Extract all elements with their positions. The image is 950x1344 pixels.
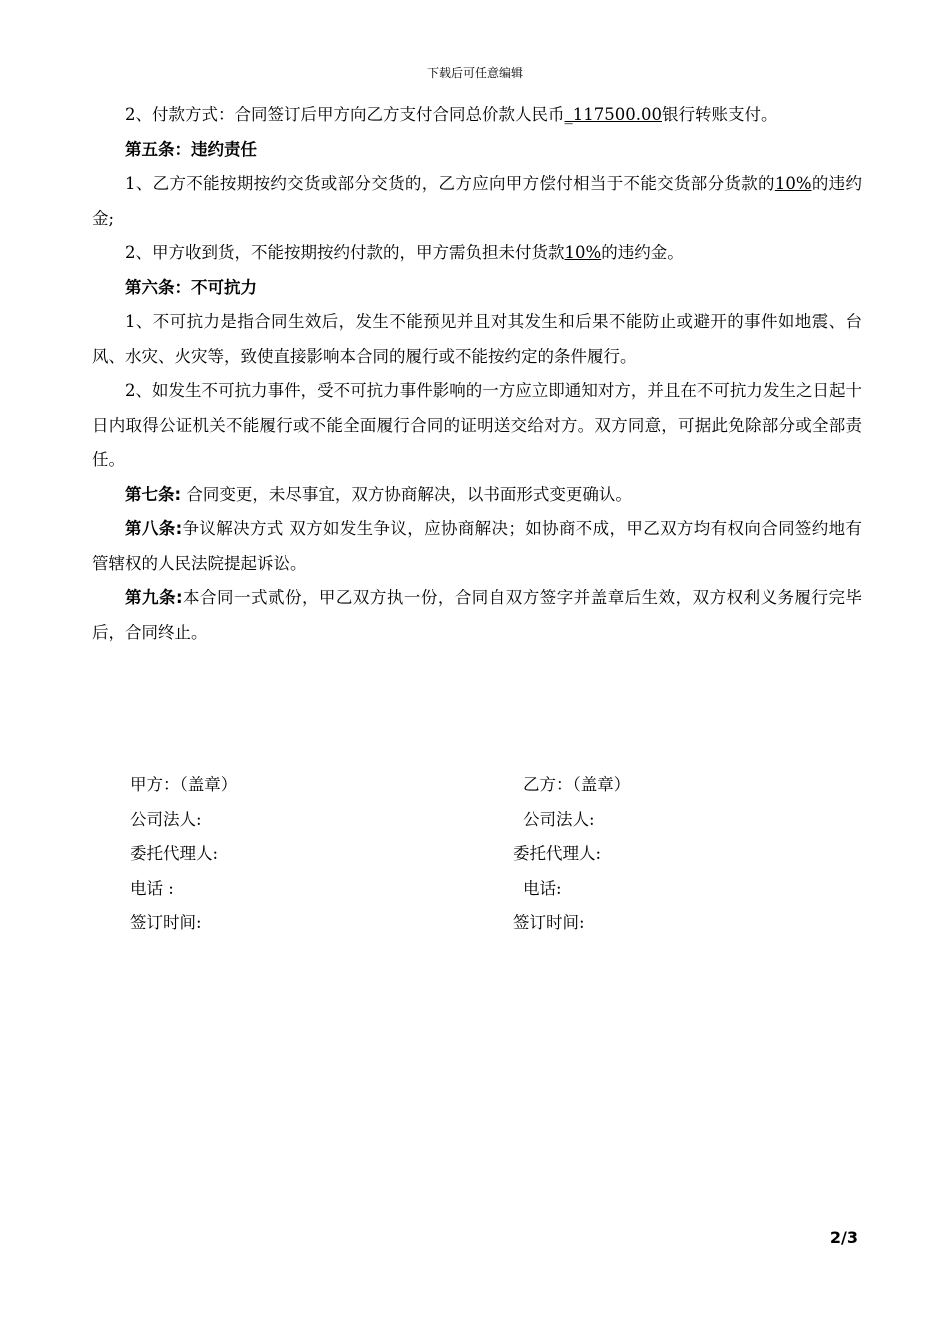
clause5-item2-after: 的违约金。 xyxy=(601,243,684,262)
clause8-paragraph xyxy=(92,512,862,581)
clause9-text: 本合同一式贰份，甲乙双方执一份，合同自双方签字并盖章后生效，双方权利义务履行完毕后，合同终止。 xyxy=(92,588,862,642)
clause9-label: 第九条: xyxy=(125,588,183,607)
payment-text: 2、付款方式：合同签订后甲方向乙方支付合同总价款人民币 xyxy=(125,105,565,124)
clause5-item2-pct: 10% xyxy=(564,243,602,262)
party-a-phone: 电话 : xyxy=(130,878,174,898)
party-a-name: 甲方：（盖章） xyxy=(130,775,238,794)
party-a-signature-block xyxy=(130,768,237,941)
clause5-heading: 第五条：违约责任 xyxy=(125,139,257,159)
party-a-legal: 公司法人: xyxy=(130,809,202,829)
clause8-label: 第八条: xyxy=(125,519,183,538)
clause5-item2 xyxy=(92,236,862,271)
clause8-text: 争议解决方式 双方如发生争议，应协商解决；如协商不成，甲乙双方均有权向合同签约地有管辖权的人民法院提起诉讼。 xyxy=(92,519,862,573)
party-a-date: 签订时间: xyxy=(130,913,202,932)
clause6-item2: 2、如发生不可抗力事件，受不可抗力事件影响的一方应立即通知对方，并且在不可抗力发生之日起十日内取得公证机关不能履行或不能全面履行合同的证明送交给对方。双方同意，可据此免除部分或全部责任。 xyxy=(92,381,862,469)
clause6-item1: 1、不可抗力是指合同生效后，发生不能预见并且对其发生和后果不能防止或避开的事件如地震、台风、水灾、火灾等，致使直接影响本合同的履行或不能按约定的条件履行。 xyxy=(92,312,862,366)
page-header: 下载后可任意编辑 xyxy=(426,66,523,80)
party-b-name: 乙方：（盖章） xyxy=(523,775,631,794)
page-number: 2/3 xyxy=(829,1228,858,1247)
clause7-label: 第七条: xyxy=(125,484,182,504)
party-a-agent: 委托代理人: xyxy=(130,844,219,863)
clause7-paragraph xyxy=(92,478,862,513)
clause5-heading-paragraph xyxy=(92,133,862,168)
clause5-item1-after: 的违约金; xyxy=(92,174,862,228)
clause5-item1-pct: 10% xyxy=(774,174,812,193)
party-b-signature-block xyxy=(513,768,630,941)
party-b-date: 签订时间: xyxy=(513,913,585,932)
clause9-paragraph xyxy=(92,581,862,650)
clause7-text: 合同变更，未尽事宜，双方协商解决，以书面形式变更确认。 xyxy=(181,484,632,504)
clause6-heading: 第六条：不可抗力 xyxy=(125,277,257,297)
clause5-item1-text: 1、乙方不能按期按约交货或部分交货的，乙方应向甲方偿付相当于不能交货部分货款的 xyxy=(125,174,775,193)
clause5-item1 xyxy=(92,167,862,236)
party-b-legal: 公司法人: xyxy=(523,809,595,829)
payment-method-paragraph xyxy=(92,98,862,133)
payment-text-after: 银行转账支付。 xyxy=(661,105,778,124)
party-b-agent: 委托代理人: xyxy=(513,844,602,863)
clause5-item2-text: 2、甲方收到货，不能按期按约付款的，甲方需负担未付货款 xyxy=(125,243,565,262)
party-b-phone: 电话: xyxy=(523,878,562,898)
clause6-heading-paragraph xyxy=(92,271,862,306)
contract-body xyxy=(92,98,862,650)
payment-amount: _117500.00 xyxy=(564,105,662,124)
